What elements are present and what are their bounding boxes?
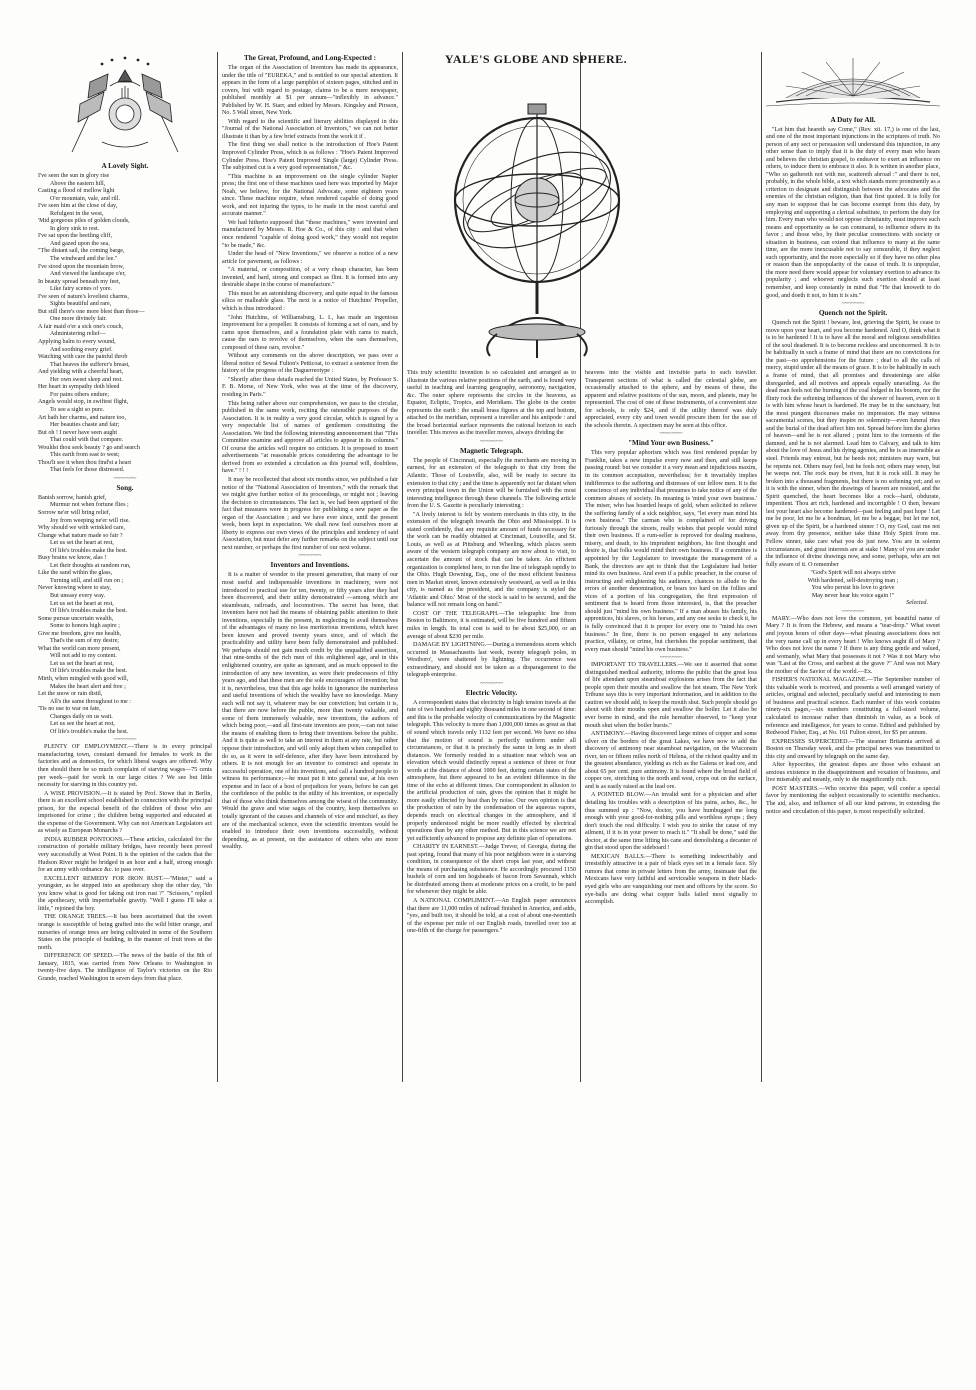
article-paragraph: Under the head of "New Inventions," we observe a notice of a new article for pavement, as follows : <box>222 251 398 265</box>
poem-line: And soothing every grief. <box>50 346 113 353</box>
poem-line: That heaves the sufferer's breast, <box>50 361 130 368</box>
article-paragraph: Without any comments on the above description, we pass over a liberal notice of Sewal Fulton's Petticoat, to extract a sentence from the history of the progress of the Daguerreotype : <box>222 353 398 375</box>
poem-line: The windward and the lee." <box>50 256 118 263</box>
poem-line: All's the same throughout to me : <box>50 698 131 705</box>
poem-line: In glory sink to rest. <box>50 225 100 232</box>
poem-line: 'Mid gorgeous piles of golden clouds, <box>38 218 130 225</box>
article-paragraph: A POINTED BLOW.—An invalid sent for a physician and after detailing his troubles with a description of his pains, aches, &c., he thus summed up : "Now, doctor, you have humbugged me long enough with your good-for-nothing pills and worthless syrups ; they don't touch the real difficulty. I wish you to strike the cause of my ailment, if it is in your power to reach it." "It shall be done," said the doctor, at the same time lifting his cane and demolishing a decanter of gin that stood upon the sideboard ! <box>585 792 757 852</box>
poem-line: Her own sweet sleep and rest. <box>50 376 123 383</box>
column-rule <box>402 52 403 1082</box>
news-paragraph: DIFFERENCE OF SPEED.—The news of the battle of the 8th of January, 1815, was carried from New Orleans to Washington in twenty-five days. The intelligence of Taylor's victories on the Rio Grande, reached Washington in seven days from that place. <box>38 953 212 982</box>
article-paragraph: The first thing we shall notice is the introduction of Hoe's Patent Improved Cylinder Press, which is as follows : "Hoe's Patent Improved Cylinder Press. Hoe's Patent Improved Single (large) Cylinder Press. The subjoined cut is a very good representation," &c. <box>222 142 398 172</box>
ornament-divider: ~~~~~~~ <box>113 475 137 482</box>
poem-line: Sorrow ne'er will bring relief, <box>38 509 111 516</box>
article-paragraph: POST MASTERS.—Who receive this paper, will confer a special favor by mentioning the subject occasionally to scientific mechanics. The aid, also, and influence of all our kind patrons, in extending the notice and circulation of this paper, is most respectfully solicited. <box>766 785 940 815</box>
article-title: Magnetic Telegraph. <box>459 446 524 455</box>
article-paragraph: It is a matter of wonder to the present generation, that many of our most useful and indispensable inventions in machinery, were not introduced to practical use for ten, twenty, or fifty years after they had been discovered, and their utility demonstrated —among which are steamboats, railroads, and locomotives. The secret has been, that inventors have not had the means of obtaining public attention to their inventions, especially in the present, in neglecting to avail themselves of the advantages of many no less meritorious inventions, which have been known and proved twenty years since, and of which the practicability and utility have been fully demonstrated and published. We perhaps should not gain much credit by the unqualified assertion, that nine-tenths of the rich men of this enlightened age, and in this enlightened country, are quite as ignorant, and as much opposed to the introduction of any new invention, as were their predecessors of fifty years ago, and that these men are the sole encouragers of invention; but it is, nevertheless, true that this age holds in ignorance the numberless and useful inventions of which the wealthy have no knowledge. Many such will not say it, whatever may be our conviction; but certain it is, that there are now before the public, more than twenty valuable, and some of them immensely valuable, new inventions, the authors of which being poor,—and all first-rate inventors are poor,—can not raise the means of enabling them to bring their inventions before the public. And it is quite as well to take an interest in them at any rate, but rather oppose their introduction, and will only adopt them when compelled to do so, as it were in self-defence, after they have been introduced by others. It is not enough for an inventor to construct and operate in successful operation, one of his inventions, and call a hundred people to witness its performance;—he must put it into general use, at his own expense and in face of a host of prejudices for years, before he can get the confidence of the public in the utility of his invention, or especially that of those who think themselves among the wisest of the community. Would the grave and wise sages of the country, keep themselves so totally ignorant of the causes and channels of vice and mischief, as they are of the mechanical science, even the scientific inventors would be enabled to introduce their own inventions successfully, without depending, as at present, on the assistance of others who are more wealthy. <box>222 572 398 851</box>
ornament-divider: ~~~~~~~ <box>298 553 322 560</box>
poem-song <box>38 495 212 737</box>
article-paragraph: "Let him that heareth say Come," (Rev. xii. 17,) is one of the last, and one of the most important injunctions in the scriptures of truth. No person of any sect or persuasion will understand this injunction, in any other sense than to imply that it is the duty of every man who hears and believes the christian gospel, to endeavor to exert an influence on others, to induce them to embrace it also. It is written in another place, "Who so gathereth not with me, scattereth abroad :" and there is not, probably, in the whole bible, a text which stands more prominently as a criterion to designate and distinguish between the advocates and the enemies of the christian religion, than that first quoted. It is folly for any man to suppose that he can become exempt from this duty, by employing and supporting a clerical substitute, to perform the duty for him. Every man who would not oppose christianity, must improve such means and opportunity as he can command, to influence others in its favor ; and those who, by their peculiar connections with society or situation in business, can extend that influence to many at the same time, are the more inexcusable not to say censurable, if they neglect such opportunity, and the more especially so if they have no other plea or reason than the unpopularity of the cause of truth. It is unpopular, the more need there would appear for voluntary exertion to advance its popularity ; and whoever neglects such exertion should at least remember, and keep constantly in mind that "He that knoweth to do good, and doeth it not, to him it is sin." <box>766 126 940 299</box>
poem-title: A Lovely Sight. <box>101 162 149 170</box>
article-title: The Great, Profound, and Long-Expected : <box>243 54 377 62</box>
poem-line: But still there's one more blest than those— <box>38 308 145 315</box>
article-paragraph: "This machine is an improvement on the single cylinder Napier press; the first one of these machines used here was imported by Major Noah, we believe, for the National Advocate, some eighteen years since. These machine require, when rendered capable of doing good work, and not injuring the types, to be made in the most careful and accurate manner." <box>222 173 398 218</box>
poem-line: That's the sum of my desire; <box>50 638 119 645</box>
globe-description: This truly scientific invention is so calculated and arranged as to illustrate the various relative positions of the earth, and is found very useful in teaching and learning geography, astronomy, navigation, &c. The outer sphere represents the circles in the heavens, as Equator, Ecliptic, Tropics, and Meridians. The globe in the centre represents the earth : the small brass figures at the top and bottom, attached to the meridian, represent a traveller and his antipode : and the broad horizontal surface represents the rational horizon to such traveller. This moves as the traveller moves, always dividing the <box>407 370 576 437</box>
column-1 <box>38 52 212 1082</box>
poem-line: Her heart in sympathy doth bleed <box>38 384 120 391</box>
poem-line: I've seen the sun in glory rise <box>38 173 110 179</box>
poem-line: Turning still, and still run on ; <box>50 577 124 584</box>
ornament-divider: ~~~~~~~ <box>113 737 137 744</box>
poem-line: Thou'lt see it when thou find'st a heart <box>38 459 132 466</box>
article-paragraph: Quench not the Spirit ! beware, lest, grieving the Spirit, he cease to move upon your heart, and you become hardened. And O, think what it is to be hardened ! It is to have all the moral and religious sensibilities of the soul deadened. It is to become reckless and unconcerned. It is to be habitually in such a frame of mind that there are no convictions for the past—no apprehensions for the future ; deaf to all the calls of mercy, stupid under all the means of grace. It is to be habitually in such a frame of mind, that all promises and threatenings are alike disregarded, and all motives and appeals equally unavailing. As the dead man feels not the burning of the coal lodged in his bosom, nor the flinty rock the softening influences of the shower of heaven, even so it is with him whose heart is hardened. He may be in the sanctuary, but the most pungent discourses make no impression. He may witness sacramental scenes, but they inspire no solemnity—even funeral rites and the burial of the dead affect him not. Spread before him the glories of heaven—and he is not allured ; point him to the torments of the damned, and he is not alarmed. Lead him to Calvary, and talk to him about the love of Jesus and his dying agonies, and he is as insensible as steel. Friends may entreat, but he heeds not; ministers may warn, but he repents not. Others may feel, but he feels not; others may weep, but he weeps not. The rock may be riven, but it is rock still. It may be broken into a thousand fragments, but there is no softening yet; and so it is with the sinner, when the drawings of heaven are resisted, and the Spirit quenched, the heart becomes like a rock—hard, obdurate, impenitent. Thou art rich, hardened and incorrigible ! O then, beware lest your heart also become hardened—past feeling and past hope ! Let me be poor, let me be a bondman, let me be a beggar, but let me not, given up of the Spirit, be a hardened sinner ! O, my God, cast me not away from thy presence, neither take thine Holy Spirit from me. Fellow sinner, take care what you do just now. You are in solemn circumstances, and great interests are at stake ! Many of you are under the influence of divine drawings now, and some, perhaps, who are not fully aware of it. O remember <box>766 320 940 568</box>
eagle-flags-emblem-icon <box>50 52 200 160</box>
poem-line: But uneasy every way. <box>50 592 106 599</box>
poem-line: Her beauties chaste and fair; <box>50 422 120 429</box>
verse-line: "God's Spirit will not always strive <box>810 570 896 577</box>
poem-line: Busy brains we know, alas ! <box>38 555 107 562</box>
poem-line: O'er mountain, vale, and rill. <box>50 195 120 202</box>
poem-line: Changes daily on us wait. <box>50 713 113 720</box>
article-title: Quench not the Spirit. <box>818 309 888 318</box>
article-paragraph: CHARITY IN EARNEST.—Judge Trevor, of Georgia, during the past spring, found that many of his poor neighbors were in a starving condition, in consequence of the short crops last year, and without the means of purchasing subsistence. He accordingly procured 1150 bushels of corn and ten hogsheads of bacon from Savannah, which he distributed among them at moderate prices on a credit, to be paid for whenever they might be able. <box>407 844 576 896</box>
article-paragraph: DAMAGE BY LIGHTNING.—During a tremendous storm which occurred in Massachusetts last week, twenty telegraph poles, in Westboro', were shattered by lightning. The occurrence was extraordinary, and should not be taken as a disparagement to the telegraph enterprise. <box>407 642 576 679</box>
poem-line: Like fairy scenes of yore. <box>50 286 113 293</box>
article-paragraph: The organ of the Association of Inventors has made its appearance, under the title of "EUREKA," and is entitled to our special attention. It appears in the form of a large pamphlet of sixteen pages, stitched and in covers, but with regard to postage, claims to be a mere newspaper, published monthly at $1 per annum—"inflexibly in advance." Published by W. H. Starr, and edited by Messrs. Kingsley and Pirsson, No. 5 Wall street, New York. <box>222 65 398 117</box>
article-paragraph: It may be recollected that about six months since, we published a fair notice of the "National Association of Inventors," with the remark that we might give further notice of its proceedings, or might not ; leaving the decision to circumstances. The fact is, we had been apprised of the fact that measures were in progress for publishing a new paper as the organ of the Association ; and we have ever since, until the present week, been kept in expectation. We shall now feel ourselves more at liberty to express our own views of the principles and tendency of said Association, but must defer any further remarks on the subject until our next number, or perhaps the first number of our next volume. <box>222 476 398 551</box>
column-rule <box>761 52 762 1082</box>
article-paragraph: EXPRESSES SUPERCEDED.—The steamer Britannia arrived at Boston on Thursday week, and the principal news was transmitted to this city and onward by telegraph on the same day. <box>766 738 940 760</box>
poem-line: Mirth, when mingled with good will, <box>38 676 129 682</box>
poem-line: I've seen him at the close of day, <box>38 203 118 210</box>
poem-line: For pains others endure; <box>50 391 110 398</box>
article-paragraph: "A material, or composition, of a very cheap character, has been invented, and hard, strong and compact as flint. It is formed into any desirable shape in the course of manufacture." <box>222 267 398 289</box>
poem-line: Let the snow or rain distil, <box>38 691 103 698</box>
poem-line: Of life's troubles make the best. <box>50 608 128 615</box>
poem-line: Angels would stop, in swiftest flight, <box>38 399 129 406</box>
poem-line: This earth from east to west; <box>50 452 120 459</box>
article-paragraph: ANTIMONY.—Having discovered large mines of copper and some silver on the borders of the great Lakes, we have now to add the discovery of antimony near steamboat navigation, on the Wisconsin river, ten or fifteen miles north of Helena, of the richest quality and in the greatest abundance, yielding as rich as the Galena or lead ore, and about 65 per cent. pure antimony. It is found where the broad field of copper ore, stretching to the north and west, crops out on the surface, and is as easily raised as the lead ore. <box>585 731 757 790</box>
poem-line: Never knowing where to stay, <box>38 585 111 592</box>
article-paragraph: "John Hutchins, of Williamsburg, L. I., has made an ingenious improvement for a propeller. It consists of forming a set of oars, and by cams upon themselves, and a foundation plate with cams to match, cause the oars to revolve of themselves, when the oars themselves, composed of these oars, revolve." <box>222 314 398 351</box>
poem-line: Like the sand within the glass, <box>38 570 113 577</box>
poem-line: Applying balm to every wound, <box>38 339 116 346</box>
article-paragraph: MARY.—Who does not love the common, yet beautiful name of Mary ? It is from the Hebrew, and means a "tear-drop." What sweet and joyous hours of other days—what pleasing associations does not the very name call up in every heart ! Who knows aught ill of Mary ? Who does not love the name ? If there is any thing gentle and valued, and womanly, what Mary that possesses it not ? Was it not Mary who was "Last at the Cross, and earliest at the grave ?" And was not Mary the mother of the Savior of the world.—Ex. <box>766 615 940 675</box>
rising-sun-engraving-icon <box>766 52 940 110</box>
poem-line: Sights beautiful and rare, <box>50 301 112 308</box>
poem-line: That could with that compare. <box>50 437 124 444</box>
article-paragraph: This must be an astonishing discovery, and quite equal to the famous silica or malleable glass. The next is a notice of Hutchins' Propeller, which is thus introduced : <box>222 290 398 312</box>
poem-line: One more divinely fair. <box>50 316 107 323</box>
article-paragraph: This very popular aphorism which was first rendered popular by Franklin, takes a new impulse every now and then, and still keeps passing round: but we consider it a very mean and injudicious maxim, in its common acceptation, nevertheless; for it invariably implies indifference to the suffering and distresses of our fellow men. It is the conscience of any individual that presumes to take notice of any of the common abuses of society. Its meaning is 'mind your own business.' The miser, who has hoarded heaps of gold, when solicited to relieve the suffering family of a sick neighbor, says, "let every man mind his own business." The carman who is complained of for driving furiously through the streets, really wishes that people would mind their own business. If a rum-seller is reproved for dealing madness, misery, and death, to his imprudent neighbors, his first thought and desire is, that folks would mind their own business. If a committee is appointed by the Legislature to investigate the management of a Bank, the directors are apt to think that the Legislature had better mind its own business. And even if a public preacher, in the course of instructing and enlightening his audience, chances to allude to the errors of another denomination, or bears too hard on the follies and vices of a portion of his congregation, the first expression of sentiment that is heard from those interested, is, that the preacher should just "mind his own business." If a man abuses his family, his apprentices, his slaves, or his horses, and any one seeks to check it, he is fully convinced that it is proper for every one to "mind his own business." In fine, there is no person engaged in any nefarious practice, villainy, or crime, but cherishes the popular sentiment, that every man should "mind his own business." <box>585 450 757 653</box>
article-paragraph: "Shortly after these details reached the United States, by Professor S. F. B. Morse, of New York, who was at the time of the discovery, residing in Paris." <box>222 376 398 398</box>
ornament-divider: ~~~~~~~ <box>841 608 865 615</box>
column-2 <box>222 52 398 1082</box>
verse-line: May never hear his voice again !" <box>811 592 895 599</box>
poem-line: Watching with care the painful throb <box>38 354 128 361</box>
poem-line: Of life's troubles make the best. <box>50 668 128 675</box>
column-4 <box>585 370 757 1082</box>
poem-line: Above the eastern hill, <box>50 180 106 187</box>
article-paragraph: This being rather above our comprehension, we pass to the circular, published in the same work, reciting the ostensible purposes of the Association. It is in reality a very good circular, which is signed by a very respectable list of names of gentlemen constituting the Association. We find the following interesting announcement that "This Committee examine and approve all articles to appear in its columns." Of course the articles will require no criticism. It is proposed to insert advertisements "at reasonable prices considering the advantage to be derived from so extended a circulation as this journal will, doubtless, have." ! ! ! <box>222 400 398 475</box>
article-paragraph: A NATIONAL COMPLIMENT.—An English paper announces that there are 11,000 miles of railroad finished in America, and adds, "yes, and built too, it should be told, at a cost of about one-twentieth of the expense per mile of our English roads, travelled over too at one-fifth of the charge for passengers." <box>407 898 576 935</box>
poem-line: Casting a flood of mellow light <box>38 188 115 195</box>
poem-line: Give me freedom, give me health, <box>38 630 122 637</box>
poem-line: Administering relief— <box>50 331 106 338</box>
poem-line: I've stood upon the mountain brow, <box>38 263 125 270</box>
article-paragraph: With regard to the scientific and literary abilities displayed in this "Journal of the National Association of Inventors," we can not better illustrate it than by a few brief extracts from the work it if . <box>222 118 398 140</box>
article-paragraph: We had hitherto supposed that "these machines," were invented and manufactured by Messrs. R. Hoe & Co., of this city : and that when once rendered "capable of doing good work," they would not require "to be made," &c. <box>222 219 398 249</box>
article-paragraph: The people of Cincinnati, especially the merchants are moving in earnest, for an extension of the telegraph to that city from the Atlantic. Those of Louisville, also, will be ready to secure its extension to that city ; and the time is apparently not far distant when every principal town in the Union will be furnished with the most interesting intelligence through these channels. The following article from the U. S. Gazette is peculiarly interesting : <box>407 457 576 510</box>
poem-line: I've seen of nature's loveliest charms, <box>38 293 129 300</box>
article-paragraph: "A lively interest is felt by western merchants in this city, in the extension of the telegraph towards the Ohio and Mississippi. It is stated confidently, that any requisite amount of funds necessary for the work can be readily obtained at Cincinnati, Louisville, and St. Louis, as well as at Pittsburg and Wheeling, which places seem aware of the western telegraph company are now about to visit, to ascertain the amount of stock that can be taken. An efficient organization is completed here, to run the line of telegraph rapidly to the Ohio. Hugh Downing, Esq., one of the most efficient business men in Market street, known extensively westward, as well as in this city, is named as the president, and the company is styled the 'Atlantic and Ohio.' Most of the stock is said to be secured, and the balance will not remain long on hand." <box>407 511 576 609</box>
article-title: Electric Velocity. <box>465 688 518 697</box>
poem-line: And yielding with a cheerful heart, <box>38 369 124 376</box>
poem-line: Makes the heart alert and free ; <box>50 683 126 690</box>
poem-line: Of life's troubles make the best. <box>50 547 128 554</box>
poem-line: Let their thoughts at random run, <box>50 562 131 569</box>
poem-line: But oh ! I never have seen aught <box>38 429 118 436</box>
ornament-divider: ~~~~~~~ <box>659 655 683 662</box>
poem-line: Wouldst thou seek beauty ? go and search <box>38 444 140 451</box>
newspaper-sheet <box>38 52 940 1082</box>
poem-line: Let us set the heart at rest, <box>50 540 114 547</box>
news-paragraph: THE ORANGE TREES.—It has been ascertained that the sweet orange is susceptible of being grafted into the wild bitter orange, and nurseries of orange trees are being cultivated in some of the Southern States on the principle of budding, in the manner of fruit trees at the north. <box>38 914 212 951</box>
article-paragraph: A correspondent states that electricity in high tension travels at the rate of two hundred and eighty thousand miles in one second of time: and this is the probable velocity of communications by the Magnetic telegraph. This velocity is more than 1,000,000 times as great as that of sound which travels only 1132 feet per second. We have no idea that the motion of sound is perfectly uniform under all circumstances, or that it is precisely the same in long as in short distances. We formerly resided in a situation near which was an elevation which would distinctly repeat a sentence of three or four words at the distance of about 1000 feet, during certain states of the atmosphere, but there appeared to be an evident difference in the time of the echo at different times. Our correspondent in allusion to the artificial production of rain, gives the opinion that it might be more easily effected by heat than by noise. Our own opinion is that the production of rain by the condensation of the aqueous vapors, depends much on electrical changes in the atmosphere, and if properly understood might be more readily effected by electrical operations than by any other method. But in this science we are not yet sufficiently advanced to propose any definite plan of operations. <box>407 699 576 842</box>
poem-line: Change what nature made so fair ? <box>38 532 123 539</box>
poem-line: Of life's trouble's make the best. <box>50 728 129 735</box>
poem-line: In beauty spread beneath my feet, <box>38 278 121 285</box>
article-paragraph: After hypocrites, the greatest dupes are those who exhaust an anxious existence in the disappointment and vexation of business, and live miserably and meanly, only to die magnificently rich. <box>766 762 940 784</box>
poem-line: And gazed upon the sea, <box>50 240 110 247</box>
article-title: Inventors and Inventions. <box>270 561 350 570</box>
poem-line: Will not add to my content. <box>50 653 117 660</box>
column-3 <box>407 370 576 1082</box>
poem-line: "The distant sail, the coming barge, <box>38 248 125 255</box>
article-paragraph: IMPORTANT TO TRAVELLERS.—We see it asserted that some distinguished medical authority, informs the public that the great loss of life attendant upon steamboat explosions arises from the fact that people open their mouths and swallow the hot steam. The New York Tribune says this is very important information, and in addition to the caution we should add, to keep the mouth shut. Such people should go about with their mouths open and swallow the boiler. Let it also be ever borne in mind, and the rule hereafter observed, to "keep your mouth shut when the boiler bursts." <box>585 662 757 729</box>
poem-a-lovely-sight <box>38 173 212 475</box>
selected-credit: Selected. <box>906 600 928 607</box>
article-paragraph: COST OF THE TELEGRAPH.—The telegraphic line from Boston to Baltimore, it is estimated, will be five hundred and fifteen miles in length. Its total cost is said to be about $25,000, or an average of about $230 per mile. <box>407 610 576 640</box>
article-title: "Mind Your own Business." <box>628 439 714 448</box>
poem-line: Let us see the heart at rest, <box>50 721 115 728</box>
poem-line: And viewed the landscape o'er, <box>50 271 126 278</box>
article-title: A Duty for All. <box>830 115 876 124</box>
poem-line: Refulgent in the west, <box>50 210 104 217</box>
poem-line: I've sat upon the beetling cliff, <box>38 233 113 240</box>
poem-line: Joy from weeping ne'er will rise. <box>50 517 130 524</box>
poem-line: A fair maid o'er a sick one's couch, <box>38 323 124 330</box>
ornament-divider: ~~~~~~~ <box>659 431 683 438</box>
article-paragraph: FISHER'S NATIONAL MAGAZINE.—The September number of this valuable work is received, and presents a well arranged variety of articles, original and selected, peculiarly useful and interesting to men of business and practical science. Each number of this work contains ninety-six pages,—six numbers constituting a full-sized volume, calculated to increase rather than diminish in value, as a book of reference and intelligence, for years to come. Edited and published by Redwood Fisher, Esq., at No. 161 Fulton street, for $5 per annum. <box>766 677 940 737</box>
news-paragraph: EXCELLENT REMEDY FOR IRON RUST.—"Mister," said a youngster, as he stepped into an apothecary shop the other day, "do you know what is good for taking out iron rust ?" "Scissors," replied the apothecary, with imperturbable gravity. "Well I guess I'll take a little," rejoined the boy. <box>38 875 212 912</box>
column-5 <box>766 52 940 1082</box>
column-rule <box>217 52 218 1082</box>
poem-line: 'Tis no use to war on fate, <box>38 706 101 713</box>
verse-line: With hardened, self-destroying man ; <box>807 577 899 584</box>
poem-line: Some pursue uncertain wealth, <box>38 615 114 622</box>
poem-line: That feels for those distressed. <box>50 467 125 474</box>
poem-line: Art hath her charms, and nature too, <box>38 414 126 421</box>
poem-line: Let us set the heart at rest, <box>50 600 114 607</box>
globe-description-continued: heavens into the visible and invisible parts to such traveller. Transparent sections of what is called the celestial globe, are occasionally attached to the sphere, and by means of these, the apparent and relative positions of the sun, moon, and planets, may be represented. The cost of one of these instruments, of a convenient size for schools, is only $24, and if the utility thereof was duly appreciated, every city and town would procure them for the use of the schools therein. A specimen may be seen at this office. <box>585 370 757 429</box>
quoted-verse <box>766 570 940 600</box>
globe-headline: YALE'S GLOBE AND SPHERE. <box>444 52 628 66</box>
poem-line: Let us set the heart at rest, <box>50 660 114 667</box>
poem-line: Banish sorrow, banish grief, <box>38 494 107 501</box>
verse-line: You who persist his love to grieve <box>811 585 895 592</box>
news-paragraph: INDIA RUBBER PONTOONS.—These articles, calculated for the construction of portable military bridges, have recently been proved very successfully at West Point. It is the opinion of the cadets that the Hudson River might be bridged in an hour and a half, strong enough for an army with ordnance &c. to pass over. <box>38 836 212 874</box>
ornament-divider: ~~~~~~~ <box>841 301 865 308</box>
poem-line: What the world can more present, <box>38 645 121 652</box>
ornament-divider: ~~~~~~~ <box>480 438 503 445</box>
ornament-divider: ~~~~~~~ <box>480 680 503 687</box>
article-paragraph: MEXICAN BALLS.—There is something indescribably and irresistibly attractive in a pair of black eyes set in a female face. Sly rumors that come in private letters from the army, insinuate that the Mexicans have very faithful and serviceable weapons in their black-eyed girls who are vanquishing our men and officers by the score. So eye-balls are doing what copper balls failed most signally to accomplish. <box>585 853 757 906</box>
poem-line: To see a sight so pure. <box>50 406 105 413</box>
poem-line: Murmur not when fortune flies ; <box>50 502 129 509</box>
poem-title: Song. <box>116 483 134 492</box>
poem-line: Some to honors high aspire ; <box>50 623 120 630</box>
news-paragraph: A WISE PROVISION.—It is stated by Prof. Stowe that in Berlin, there is an excellent school established in connection with the principal prison, for the especial benefit of the children of those who are imprisoned for crime ; the children being supported and educated at the expense of the Government. Why can not American Legislators act as wisely as European Monarchs ? <box>38 790 212 835</box>
poem-line: Why should we with wrinkled care, <box>38 525 125 532</box>
armillary-sphere-illustration-icon <box>442 70 632 362</box>
news-paragraph: PLENTY OF EMPLOYMENT.—There is in every principal manufacturing town, constant demand for females to work in the factories and as domestics, for which liberal wages are offered. Why then should there be so much complaint of starving wages—75 cents per week—paid for work in our large cities ? We see but little necessity for starving in this country yet. <box>38 744 212 789</box>
